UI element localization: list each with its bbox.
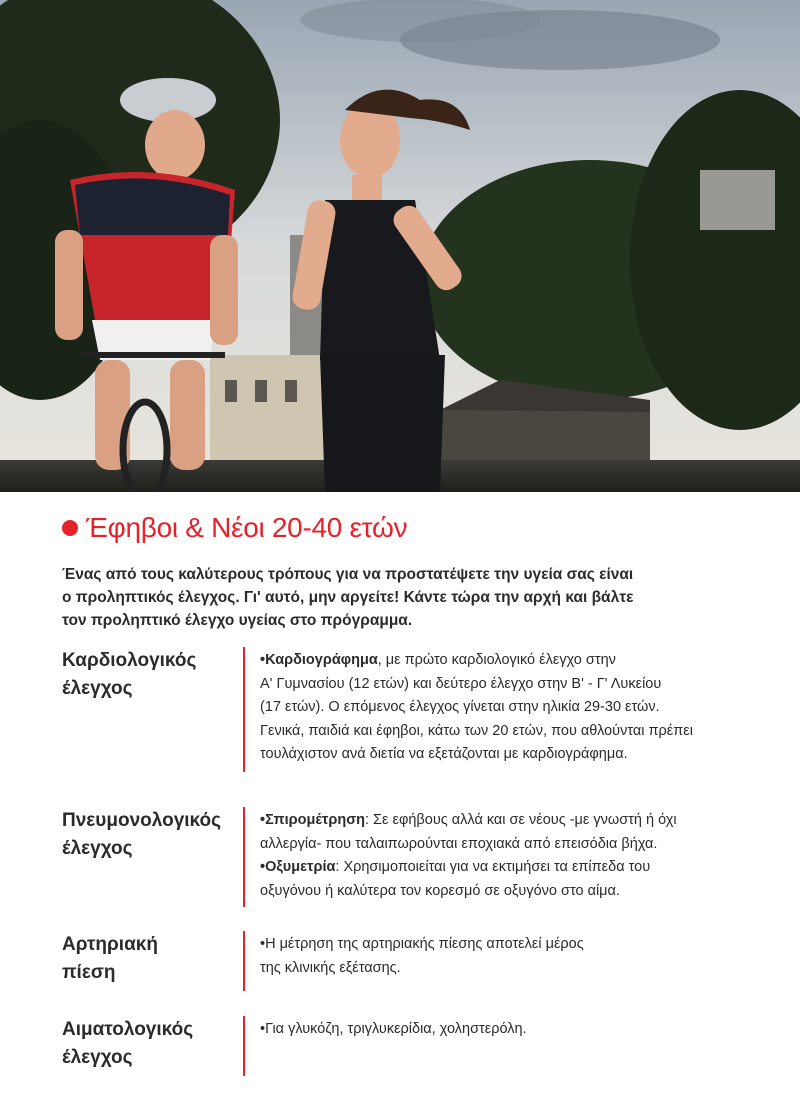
heading-title: Έφηβοι & Νέοι 20-40 ετών: [86, 512, 408, 543]
body-line: •Η μέτρηση της αρτηριακής πίεσης αποτελεί μέρος: [260, 936, 584, 952]
intro-paragraph: [62, 563, 742, 632]
section-title-line: έλεγχος: [62, 1047, 133, 1068]
section-divider: [243, 1016, 245, 1076]
section-title: [62, 647, 237, 703]
section-title-line: έλεγχος: [62, 678, 133, 699]
hero-photo: [0, 0, 800, 492]
section-title-line: έλεγχος: [62, 838, 133, 859]
section-divider: [243, 647, 245, 772]
section-body: [260, 933, 790, 980]
section-title: [62, 931, 237, 987]
section-divider: [243, 931, 245, 991]
intro-line: Ένας από τους καλύτερους τρόπους για να προστατέψετε την υγεία σας είναι: [62, 566, 634, 583]
section-title-line: Αιματολογικός: [62, 1019, 194, 1040]
section-title: [62, 807, 237, 863]
body-line: οξυγόνου ή καλύτερα τον κορεσμό σε οξυγόνο στο αίμα.: [260, 882, 620, 899]
body-line: Α' Γυμνασίου (12 ετών) και δεύτερο έλεγχο στην Β' - Γ' Λυκείου: [260, 675, 662, 692]
pulmonology-section: [62, 807, 792, 909]
cardiology-section: [62, 647, 792, 775]
body-line: αλλεργία- που ταλαιπωρούνται εποχιακά από επεισόδια βήχα.: [260, 835, 658, 852]
section-title: [62, 1016, 237, 1072]
body-line: •Για γλυκόζη, τριγλυκερίδια, χοληστερόλη.: [260, 1021, 527, 1037]
section-body: [260, 809, 790, 903]
intro-line: ο προληπτικός έλεγχος. Γι' αυτό, μην αργείτε! Κάντε τώρα την αρχή και βάλτε: [62, 589, 634, 606]
body-line: Γενικά, παιδιά και έφηβοι, κάτω των 20 ετών, που αθλούνται πρέπει: [260, 722, 693, 739]
section-heading: [62, 508, 407, 548]
section-title-line: Πνευμονολογικός: [62, 810, 222, 831]
section-title-line: πίεση: [62, 962, 116, 983]
body-line: •Σπιρομέτρηση: Σε εφήβους αλλά και σε νέους -με γνωστή ή όχι: [260, 812, 677, 828]
body-line: •Καρδιογράφημα, με πρώτο καρδιολογικό έλεγχο στην: [260, 652, 616, 668]
section-divider: [243, 807, 245, 907]
section-title-line: Καρδιολογικός: [62, 650, 197, 671]
blood-pressure-section: [62, 931, 792, 993]
section-body: [260, 649, 790, 767]
cyclist-and-runner-photo-icon: [0, 0, 800, 492]
section-title-line: Αρτηριακή: [62, 934, 158, 955]
red-dot-icon: [62, 520, 78, 536]
body-line: •Οξυμετρία: Χρησιμοποιείται για να εκτιμήσει τα επίπεδα του: [260, 859, 651, 875]
section-body: [260, 1018, 790, 1042]
body-line: τουλάχιστον ανά διετία να εξετάζονται με καρδιογράφημα.: [260, 746, 628, 762]
intro-line: τον προληπτικό έλεγχο υγείας στο πρόγραμμα.: [62, 612, 413, 629]
body-line: (17 ετών). Ο επόμενος έλεγχος γίνεται στην ηλικία 29-30 ετών.: [260, 699, 660, 715]
blood-test-section: [62, 1016, 792, 1078]
body-line: της κλινικής εξέτασης.: [260, 959, 401, 976]
